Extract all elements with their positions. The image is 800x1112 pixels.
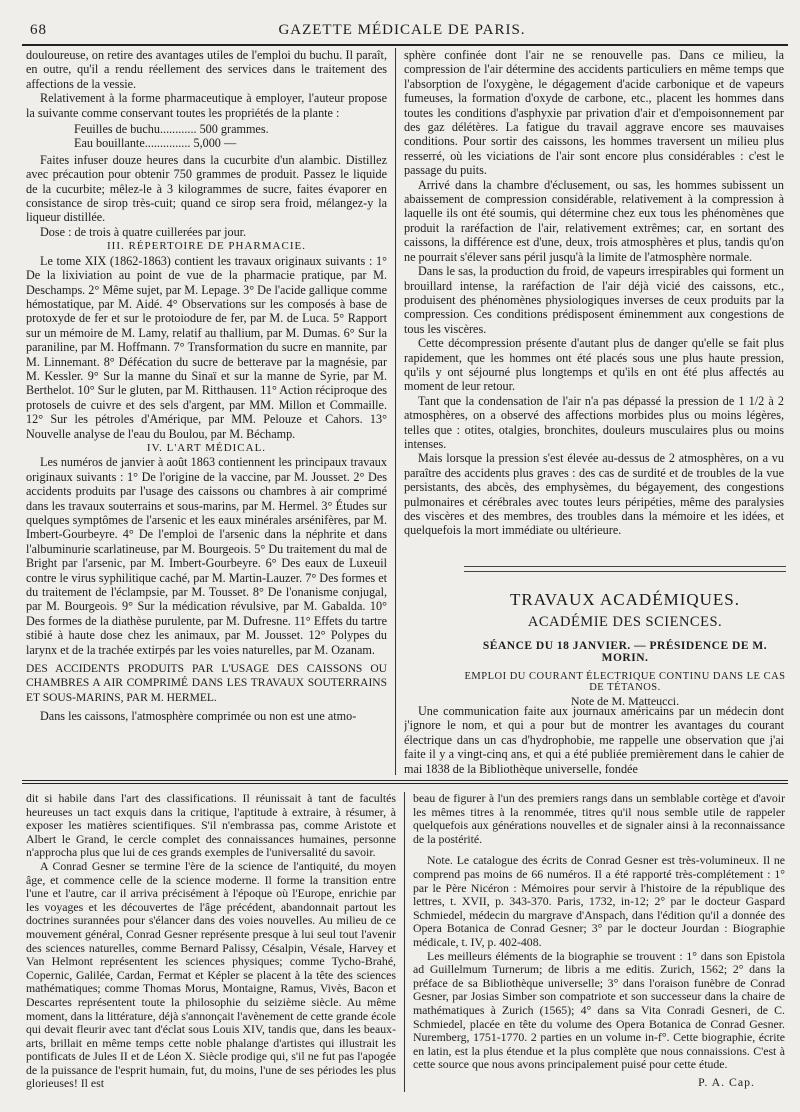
note-author: Note de M. Matteucci. bbox=[570, 694, 680, 708]
feuilleton-left-column bbox=[26, 792, 396, 1092]
paragraph: Arrivé dans la chambre d'éclusement, ou sas, les hommes subissent un abaissement de compression considérable, relativement à la compression à laquelle ils ont été soumis, qui détermine chez eux tous les phénomènes que produit la raréfaction de l'air, relativement extrêmes; car, en sortant des caissons, la différence est d'une, deux, trois atmosphères et plus, tandis qu'on ne pourrait s'élever sans péril jusqu'à la limite de l'atmosphère normale. bbox=[404, 177, 784, 264]
feuilleton-right-column bbox=[413, 792, 785, 1092]
note-paragraph: Note. Le catalogue des écrits de Conrad Gesner est très-volumineux. Il ne comprend pas moins de 66 numéros. Il a été rapporté très-complétement : 1° par le Père Nicéron : Mémoires pour servir à l'histoire de la république des lettres, t. XVII, p. 343-370. Paris, 1732, in-12; 2° par le docteur Gaspard Schmiedel, médecin du margrave d'Anspach, dans l'édition qu'il a donnée des Opera Botanica de Conrad Gesner; 3° par le docteur Jourdan : Biographie médicale, t. IV, p. 402-408. bbox=[413, 853, 785, 949]
paragraph: Les numéros de janvier à août 1863 contiennent les principaux travaux originaux suivants : 1° De l'origine de la vaccine, par M. Jousset. 2° Des accidents produits par l'usage des caissons ou chambres à air comprimé dans les travaux souterrains et sous-marins, par M. Hermel. 3° Études sur quelques symptômes de l'arsenic et les eaux minérales arsénifères, par M. Imbert-Gourbeyre. 4° De l'emploi de l'arsenic dans la néphrite et dans l'albuminurie scarlatineuse, par M. Bourgeois. 5° Du traitement du mal de Bright par l'arsenic, par M. Imbert-Gourbeyre. 6° Des eaux de Luxeuil contre le virus syphilitique caché, par M. Martin-Lauzer. 7° Des formes et du traitement de l'éclampsie, par M. Tousset. 8° De l'onanisme conjugal, par M. Bourgeois. 9° Sur la médication révulsive, par M. Gabalda. 10° Des formes de la diathèse purulente, par M. Dufresne. 11° Effets du tartre stibié à haute dose chez les animaux, par M. Jousset. 12° Polypes du larynx et de la trachée extirpés par les voies naturelles, par M. Ozanam. bbox=[26, 455, 387, 657]
paragraph: Dans le sas, la production du froid, de vapeurs irrespirables qui forment un brouillard intense, la raréfaction de l'air déjà vicié des caissons, etc., produisent des phénomènes physiologiques inverses de ceux produits par la compression. Ces conditions prédisposent éminemment aux congestions de tous les viscères. bbox=[404, 264, 784, 336]
academic-section-heading bbox=[464, 586, 786, 709]
upper-right-column bbox=[404, 48, 784, 558]
paragraph: Cette décompression présente d'autant plus de danger qu'elle se fait plus rapidement, que les hommes ont été placés sous une plus haute pression, qu'ils y ont séjourné plus longtemps et qu'ils en ont été plus affectés au moment de leur retour. bbox=[404, 336, 784, 394]
paragraph: sphère confinée dont l'air ne se renouvelle pas. Dans ce milieu, la compression de l'air détermine des accidents particuliers en même temps que l'absorption de l'oxygène, le dégagement d'acide carbonique et de vapeurs fumeuses, la formation d'oxyde de carbone, etc., placent les hommes dans toutes les conditions d'asphyxie par privation d'air et d'empoisonnement par des gaz délétères. La fatigue du travail aggrave encore ses mauvaises conditions. Pour sortir des caissons, les hommes traversent un milieu plus resserré, où les viciations de l'air sont encore plus considérables : c'est le passage du puits. bbox=[404, 48, 784, 178]
paragraph: Dans les caissons, l'atmosphère comprimée ou non est une atmo- bbox=[40, 709, 357, 724]
paragraph: douloureuse, on retire des avantages utiles de l'emploi du buchu. Il paraît, en outre, qu'il a rendu réellement des services dans le traitement des affections de la vessie. bbox=[26, 48, 387, 91]
upper-left-column bbox=[26, 48, 387, 773]
paragraph: dit si habile dans l'art des classifications. Il réunissait à tant de facultés heureuses un tact exquis dans la critique, l'aptitude à extraire, à résumer, à exposer les matières scientifiques. S'il n'embrassa pas, comme Aristote et Albert le Grand, le cercle complet des connaissances humaines, personne n'approcha plus que lui de ces grands exemples de l'universalité du savoir. bbox=[26, 792, 396, 860]
paragraph: beau de figurer à l'un des premiers rangs dans un semblable cortège et d'avoir les mêmes titres à la renommée, titres qu'il nous semble utile de rappeler quelquefois aux générations nouvelles et de signaler ainsi à la reconnaissance de la postérité. bbox=[413, 792, 785, 846]
paragraph: A Conrad Gesner se termine l'ère de la science de l'antiquité, du moyen âge, et commence celle de la science moderne. Il forme la transition entre l'une et l'autre, car il arriva précisément à l'époque où l'Europe, enrichie par les voyages et les découvertes de l'âge précédent, abandonnait partout les doctrines surannées pour s'élancer dans des voies nouvelles. Au milieu de ce mouvement général, Conrad Gesner représente presque à lui seul tout l'avenir des sciences naturelles, comme Bernard Palissy, Césalpin, Vésale, Harvey et Van Helmont représentent les sciences physiques; comme Tycho-Brahé, Copernic, Galilée, Cardan, Fermat et Képler se placent à la tête des sciences mathématiques; comme Thomas Morus, Montaigne, Ramus, Vivès, Bacon et Descartes représentent toute la philosophie du seizième siècle. Au même moment, dans la littérature, déjà s'annonçait l'avènement de cette grande école qui devait fleurir avec tant d'éclat sous Louis XIV, tandis que, dans les beaux-arts, brillait en même temps cette noble phalange d'artistes qui illustrait les pontificats de Jules II et de Léon X. Siècle prodige qui, s'il ne fut pas l'apogée de la puissance de l'esprit humain, fut, du moins, l'une de ses périodes les plus glorieuses! Il est bbox=[26, 858, 396, 1091]
feuilleton-rule-double bbox=[22, 783, 788, 784]
recipe-row: Feuilles de buchu............ 500 grammes. bbox=[74, 122, 269, 137]
journal-title: GAZETTE MÉDICALE DE PARIS. bbox=[278, 22, 526, 38]
paragraph: Une communication faite aux journaux américains par un médecin dont j'ignore le nom, et qui a pour but de montrer les avantages du courant électrique dans un cas d'hydrophobie, me rappelle une observation que j'ai faite il y a vingt-cinq ans, et qui a été publiée premièrement dans le cahier de mai 1838 de la Bibliothèque universelle, fondée bbox=[404, 704, 784, 776]
author-signature: P. A. Cap. bbox=[698, 1074, 755, 1089]
session-line: SÉANCE DU 18 JANVIER. — PRÉSIDENCE DE M. MORIN. bbox=[482, 640, 768, 664]
section-heading: III. RÉPERTOIRE DE PHARMACIE. bbox=[107, 240, 306, 253]
paragraph: Faites infuser douze heures dans la cucurbite d'un alambic. Distillez avec précaution pour obtenir 750 grammes de produit. Passez le liquide de la cucurbite; mêlez-le à 3 kilogrammes de sucre, faites évaporer en consistance de sirop très-cuit; quand ce sirop sera froid, mélangez-y la liqueur distillée. bbox=[26, 152, 387, 225]
page-number: 68 bbox=[30, 22, 47, 38]
recipe-row: Eau bouillante............... 5,000 — bbox=[74, 136, 237, 151]
paragraph: Le tome XIX (1862-1863) contient les travaux originaux suivants : 1° De la lixiviation au point de vue de la pharmacie pratique, par M. Deschamps. 2° Même sujet, par M. Lepage. 3° De l'acide gallique comme hémostatique, par M. Aidé. 4° Observations sur les composés à base de protoxyde de fer et sur le protoiodure de fer, par M. de Luca. 5° Rapport sur un mémoire de M. Lamy, relatif au thallium, par M. Dumas. 6° Sur la paraniline, par M. Hoffmann. 7° Transformation du sucre en mannite, par M. Linnemant. 8° Défécation du sucre de betterave par la magnésie, par M. Kessler. 9° Sur la manne du Sinaï et sur la manne de Syrie, par M. Berthelot. 10° Sur le gluten, par M. Ritthausen. 11° Action réciproque des protosels de cuivre et des sels d'argent, par MM. Millon et Commaille. 12° Sur les pétroles d'Amérique, par MM. Pelouze et Cahors. 13° Nouvelle analyse de l'eau du Boulou, par M. Béchamp. bbox=[26, 253, 387, 441]
section-title: TRAVAUX ACADÉMIQUES. bbox=[509, 590, 740, 609]
paragraph: Dose : de trois à quatre cuillerées par jour. bbox=[40, 224, 247, 239]
academy-title: ACADÉMIE DES SCIENCES. bbox=[527, 614, 723, 630]
paragraph: Les meilleurs éléments de la biographie se trouvent : 1° dans son Epistola ad Guillelmum Turnerum; de libris a me editis. Zurich, 1562; 2° dans la préface de sa Bibliothèque universelle; 3° dans l'oraison funèbre de Conrad Gesner, par Josias Simber son compatriote et son successeur dans la chaire de mathématiques à Zurich (1565); 4° dans sa Vita Conradi Gesneri, de C. Schmiedel, placée en tête du volume des Opera Botanica de Conrad Gesner. Nuremberg, 1751-1770. 2 parties en un volume in-f°. Cette biographie, écrite en latin, est la plus étendue et la plus complète que nous connaissions. C'est à cette source que nous avons principalement puisé pour cette étude. bbox=[413, 948, 785, 1072]
recipe-table bbox=[74, 122, 387, 151]
section-ornament-rule bbox=[464, 566, 786, 572]
paragraph: Tant que la condensation de l'air n'a pas dépassé la pression de 1 1/2 à 2 atmosphères, on a observé des affections morbides plus ou moins légères, telles que : otites, otalgies, bronchites, douleurs musculaires plus ou moins intenses. bbox=[404, 393, 784, 451]
column-divider bbox=[395, 48, 396, 775]
column-divider bbox=[404, 792, 405, 1092]
header-rule bbox=[22, 44, 788, 46]
note-title: EMPLOI DU COURANT ÉLECTRIQUE CONTINU DANS LE CAS DE TÉTANOS. bbox=[464, 671, 786, 693]
feuilleton-rule bbox=[22, 780, 788, 781]
page-header bbox=[22, 20, 782, 42]
paragraph: Relativement à la forme pharmaceutique à employer, l'auteur propose la suivante comme conservant toutes les propriétés de la plante : bbox=[26, 91, 387, 120]
academic-note-column bbox=[404, 704, 784, 776]
section-heading: IV. L'ART MÉDICAL. bbox=[146, 441, 267, 454]
article-title: DES ACCIDENTS PRODUITS PAR L'USAGE DES CAISSONS OU CHAMBRES A AIR COMPRIMÉ DANS LES TRAVAUX SOUTERRAINS ET SOUS-MARINS, PAR M. HERMEL. bbox=[26, 663, 387, 704]
paragraph: Mais lorsque la pression s'est élevée au-dessus de 2 atmosphères, on a vu paraître des accidents plus graves : des cas de surdité et de troubles de la vue persistants, des abcès, des emphysèmes, du bégayement, des congestions pulmonaires et cérébrales avec toutes leurs péripéties, même des paralysies des viscères et des membres, des troubles dans la mémoire et les idées, et quelquefois la mort immédiate ou ultérieure. bbox=[404, 451, 784, 538]
